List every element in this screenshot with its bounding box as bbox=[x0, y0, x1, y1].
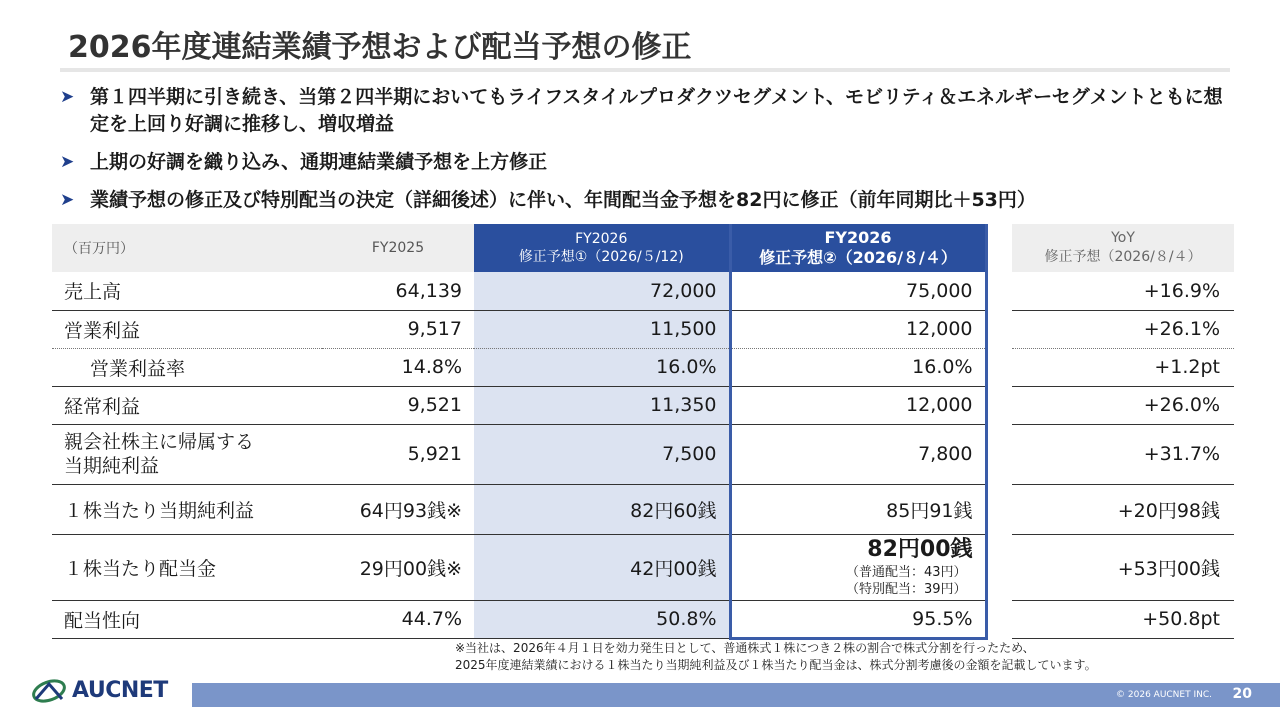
value-yoy: +53円00銭 bbox=[1012, 534, 1234, 600]
header-revision-1-date: 修正予想①（2026/５/12) bbox=[518, 249, 684, 265]
value-fy2025: 9,521 bbox=[322, 386, 474, 424]
title-underline bbox=[60, 68, 1230, 72]
row-label-line-2: 当期純利益 bbox=[64, 455, 160, 477]
value-revision-2: 7,800 bbox=[730, 424, 986, 484]
value-yoy: +50.8pt bbox=[1012, 600, 1234, 638]
table-row bbox=[1012, 348, 1234, 386]
bullet-item bbox=[58, 187, 1238, 214]
forecast-table bbox=[52, 224, 988, 640]
value-fy2025: 64,139 bbox=[322, 272, 474, 310]
value-revision-1: 82円60銭 bbox=[474, 484, 730, 534]
row-label: 営業利益率 bbox=[52, 348, 322, 386]
row-label-line-1: 親会社株主に帰属する bbox=[64, 431, 255, 453]
value-revision-1: 7,500 bbox=[474, 424, 730, 484]
table-row bbox=[52, 348, 986, 386]
copyright: © 2026 AUCNET INC. bbox=[1116, 690, 1212, 700]
table-row bbox=[1012, 534, 1234, 600]
value-fy2025: 5,921 bbox=[322, 424, 474, 484]
table-row bbox=[52, 534, 986, 600]
value-revision-1: 11,350 bbox=[474, 386, 730, 424]
value-yoy: +16.9% bbox=[1012, 272, 1234, 310]
row-label: 経常利益 bbox=[52, 386, 322, 424]
bullet-text: 業績予想の修正及び特別配当の決定（詳細後述）に伴い、年間配当金予想を82円に修正（前年同期比＋53円） bbox=[90, 189, 1036, 211]
value-revision-2: 95.5% bbox=[730, 600, 986, 638]
table-row bbox=[1012, 386, 1234, 424]
value-fy2025: 29円00銭※ bbox=[322, 534, 474, 600]
company-logo bbox=[30, 678, 168, 703]
row-label bbox=[52, 424, 322, 484]
table-row bbox=[52, 310, 986, 348]
table-row bbox=[52, 600, 986, 638]
logo-mark-icon bbox=[30, 679, 68, 703]
dividend-special: （特別配当：39円） bbox=[845, 582, 967, 597]
value-yoy: +1.2pt bbox=[1012, 348, 1234, 386]
arrow-bullet-icon: ➤ bbox=[60, 152, 75, 172]
value-revision-2: 85円91銭 bbox=[730, 484, 986, 534]
dividend-total: 82円00銭 bbox=[867, 537, 973, 562]
table-row bbox=[1012, 272, 1234, 310]
value-revision-1: 42円00銭 bbox=[474, 534, 730, 600]
table-row bbox=[1012, 424, 1234, 484]
value-yoy: +26.1% bbox=[1012, 310, 1234, 348]
header-revision-2-year: FY2026 bbox=[824, 228, 892, 247]
value-fy2025: 9,517 bbox=[322, 310, 474, 348]
header-yoy bbox=[1012, 224, 1234, 272]
page-number: 20 bbox=[1232, 686, 1252, 702]
value-fy2025: 64円93銭※ bbox=[322, 484, 474, 534]
value-fy2025: 14.8% bbox=[322, 348, 474, 386]
footnote bbox=[455, 640, 1097, 674]
header-revision-2-date: 修正予想②（2026/８/４） bbox=[759, 248, 957, 267]
dividend-ordinary: （普通配当：43円） bbox=[845, 565, 967, 580]
header-revision-1 bbox=[474, 224, 730, 272]
header-yoy-date: 修正予想（2026/８/４） bbox=[1044, 249, 1202, 265]
bullet-text: 上期の好調を織り込み、通期連結業績予想を上方修正 bbox=[90, 151, 548, 173]
table-row bbox=[52, 272, 986, 310]
footnote-line-2: 2025年度連結業績における１株当たり当期純利益及び１株当たり配当金は、株式分割考慮後の金額を記載しています。 bbox=[455, 658, 1097, 672]
header-fy2025: FY2025 bbox=[322, 224, 474, 272]
bullet-item bbox=[58, 84, 1238, 138]
header-revision-2 bbox=[730, 224, 986, 272]
table-row bbox=[1012, 484, 1234, 534]
yoy-table bbox=[1012, 224, 1234, 639]
header-yoy-title: YoY bbox=[1111, 230, 1135, 246]
arrow-bullet-icon: ➤ bbox=[60, 87, 75, 107]
value-revision-2: 12,000 bbox=[730, 386, 986, 424]
value-revision-1: 11,500 bbox=[474, 310, 730, 348]
table-row bbox=[52, 386, 986, 424]
arrow-bullet-icon: ➤ bbox=[60, 190, 75, 210]
row-label: １株当たり配当金 bbox=[52, 534, 322, 600]
table-row bbox=[52, 484, 986, 534]
row-label: 配当性向 bbox=[52, 600, 322, 638]
page-title: 2026年度連結業績予想および配当予想の修正 bbox=[68, 30, 692, 65]
value-revision-2: 75,000 bbox=[730, 272, 986, 310]
value-revision-1: 16.0% bbox=[474, 348, 730, 386]
row-label: １株当たり当期純利益 bbox=[52, 484, 322, 534]
value-yoy: +31.7% bbox=[1012, 424, 1234, 484]
unit-label: （百万円） bbox=[52, 224, 322, 272]
value-revision-2 bbox=[730, 534, 986, 600]
logo-text: AUCNET bbox=[72, 678, 168, 703]
value-revision-2: 12,000 bbox=[730, 310, 986, 348]
value-yoy: +20円98銭 bbox=[1012, 484, 1234, 534]
bullet-text: 第１四半期に引き続き、当第２四半期においてもライフスタイルプロダクツセグメント、モビリティ＆エネルギーセグメントともに想定を上回り好調に推移し、増収増益 bbox=[90, 86, 1223, 135]
value-revision-1: 72,000 bbox=[474, 272, 730, 310]
value-yoy: +26.0% bbox=[1012, 386, 1234, 424]
table-row bbox=[1012, 310, 1234, 348]
table-row bbox=[1012, 600, 1234, 638]
value-fy2025: 44.7% bbox=[322, 600, 474, 638]
bullet-item bbox=[58, 149, 1238, 176]
table-row bbox=[52, 424, 986, 484]
value-revision-2: 16.0% bbox=[730, 348, 986, 386]
row-label: 営業利益 bbox=[52, 310, 322, 348]
bullet-list bbox=[58, 84, 1238, 225]
value-revision-1: 50.8% bbox=[474, 600, 730, 638]
row-label: 売上高 bbox=[52, 272, 322, 310]
header-revision-1-year: FY2026 bbox=[575, 231, 628, 247]
footnote-line-1: ※当社は、2026年４月１日を効力発生日として、普通株式１株につき２株の割合で株式分割を行ったため、 bbox=[455, 641, 1035, 655]
